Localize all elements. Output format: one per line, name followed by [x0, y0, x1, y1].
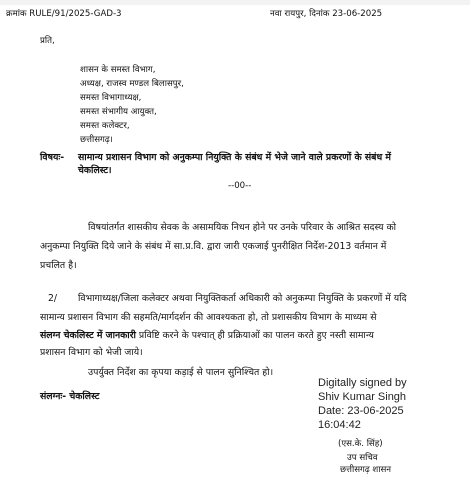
paragraph1-line2: अनुकम्पा नियुक्ति दिये जाने के संबंध में सा.प्र.वि. द्वारा जारी एकजाई पुनरीक्षित निर्देश-2013 वर्तमान में: [40, 241, 387, 252]
digital-signature-line1: Digitally signed by: [318, 377, 407, 389]
digital-signature-line2: Shiv Kumar Singh: [318, 391, 407, 403]
paragraph2-line3-rest: प्रविष्टि करने के पश्चात् ही प्रक्रियाओं का पालन करते हुए नस्ती सामान्य: [135, 330, 374, 341]
subject-text-line1: सामान्य प्रशासन विभाग को अनुकम्पा नियुक्ति के संबंध में भेजे जाने वाले प्रकरणों के संबंध में: [78, 152, 391, 163]
paragraph1-line3: प्रचलित है।: [40, 260, 77, 271]
subject-text-line2: चेकलिस्ट।: [78, 165, 112, 176]
recipient-line: समस्त संभागीय आयुक्त,: [80, 107, 157, 117]
digital-signature-line4: 16:04:42: [318, 419, 361, 431]
paragraph2-line4: प्रशासन विभाग को भेजी जाये।: [40, 347, 143, 358]
recipient-line: छत्तीसगढ़।: [80, 135, 113, 145]
paragraph2-line2: सामान्य प्रशासन विभाग की सहमति/मार्गदर्शन की आवश्यकता हो, तो प्रशासकीय विभाग के माध्यम से: [40, 312, 377, 323]
separator: --00--: [228, 181, 252, 191]
reference-number: क्रमांक RULE/91/2025-GAD-3: [6, 9, 122, 19]
page-top-strip: [0, 0, 470, 5]
subject-label: विषयः-: [40, 152, 65, 163]
paragraph2-number: 2/: [48, 293, 58, 304]
signatory-name: (एस.के. सिंह): [338, 439, 383, 449]
signatory-designation: उप सचिव: [347, 453, 378, 463]
recipient-line: समस्त कलेक्टर,: [80, 121, 130, 131]
attachment-label: संलग्नः- चेकलिस्ट: [40, 391, 100, 402]
paragraph2-line1: विभागाध्यक्ष/जिला कलेक्टर अथवा नियुक्तिकर्ता अधिकारी को अनुकम्पा नियुक्ति के प्रकरणों में यदि: [78, 293, 407, 304]
paragraph2-line3: [40, 329, 374, 343]
closing-instruction: उपर्युक्त निर्देश का कृपया कड़ाई से पालन सुनिश्चित हो।: [88, 367, 274, 378]
recipient-line: शासन के समस्त विभाग,: [80, 65, 156, 75]
recipient-salutation: प्रति,: [40, 36, 55, 46]
place-and-date: नवा रायपुर, दिनांक 23-06-2025: [270, 9, 383, 19]
paragraph1-line1: विषयांतर्गत शासकीय सेवक के असामयिक निधन होने पर उनके परिवार के आश्रित सदस्य को: [88, 222, 396, 233]
recipient-line: अध्यक्ष, राजस्व मण्डल बिलासपुर,: [80, 79, 184, 89]
recipient-line: समस्त विभागाध्यक्ष,: [80, 93, 142, 103]
digital-signature-line3: Date: 23-06-2025: [318, 405, 404, 417]
signatory-government: छत्तीसगढ़ शासन: [340, 465, 392, 475]
checklist-emphasis: संलग्न चेकलिस्ट में जानकारी: [40, 330, 136, 341]
